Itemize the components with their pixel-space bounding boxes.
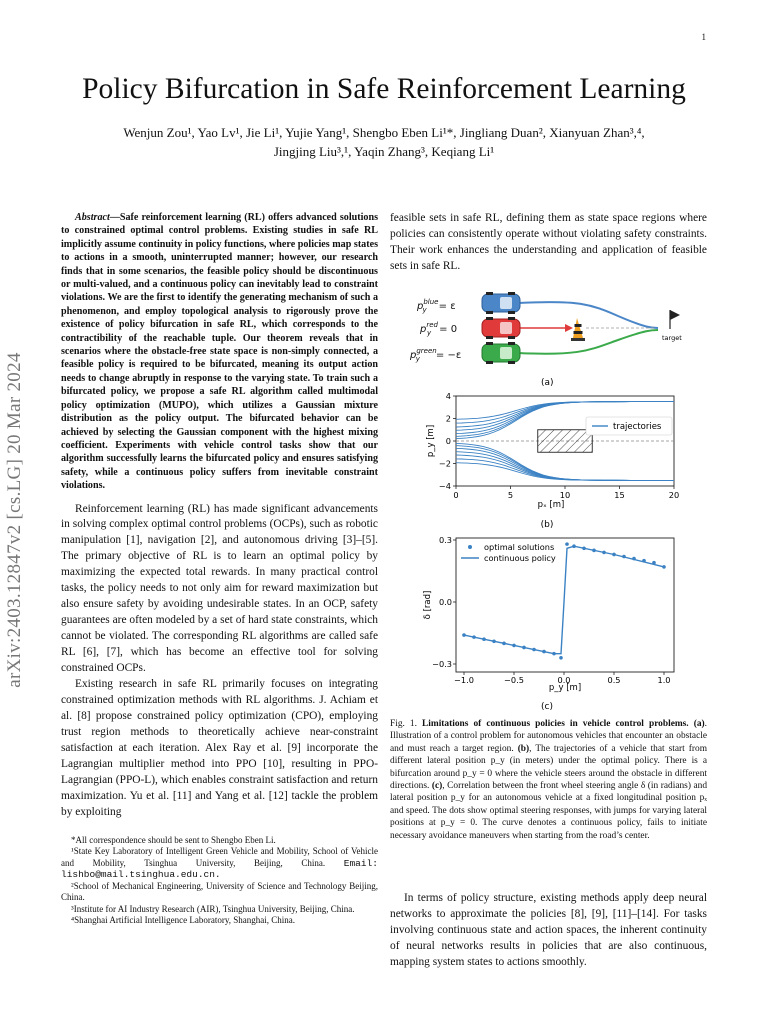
caption-a-text: . Illustration of a control problem for autonomous vehicles that encounter an obstacle and must reach a target region. [390, 719, 708, 754]
panel-b-xtick-label: 10 [559, 490, 571, 500]
trajectory-line [456, 455, 674, 480]
panel-a-label: (a) [541, 378, 554, 388]
legend-label-optimal: optimal solutions [484, 542, 555, 552]
legend-marker-optimal [468, 545, 472, 549]
caption-c-label: (c) [431, 781, 443, 792]
trajectory-line [456, 402, 674, 420]
optimal-solution-point [662, 565, 666, 569]
panel-b-ytick-label: −4 [438, 481, 451, 491]
target-label: target [662, 334, 682, 342]
footnote-1: ¹State Key Laboratory of Intelligent Green Vehicle and Mobility, School of Vehicle and Mobility, Tsinghua University, Beijing, China. Email: lishbo@mail.tsinghua.edu.cn. [61, 846, 378, 881]
page-number: 1 [701, 32, 706, 42]
panel-b-ytick-label: −2 [438, 458, 451, 469]
left-column [61, 211, 378, 927]
optimal-solution-point [642, 559, 646, 563]
panel-b-xtick-label: 20 [668, 490, 680, 500]
optimal-solution-point [552, 652, 556, 656]
target-flag-icon [670, 310, 680, 329]
footnote-correspondence: *All correspondence should be sent to Shengbo Eben Li. [71, 834, 276, 845]
panel-b-label: (b) [540, 520, 554, 530]
optimal-solution-point [582, 546, 586, 550]
optimal-solution-point [565, 542, 569, 546]
caption-a-label: (a) [693, 719, 705, 729]
caption-b-label: (b) [517, 743, 530, 754]
optimal-solution-point [482, 637, 486, 641]
figure-panel-b [390, 390, 707, 532]
panel-c-ytick-label: −0.3 [432, 659, 452, 669]
footnote-email: Email: lishbo@mail.tsinghua.edu.cn. [61, 857, 378, 881]
optimal-solution-point [522, 646, 526, 650]
trajectory-line [456, 452, 674, 481]
optimal-solution-point [652, 561, 656, 565]
panel-c-label: (c) [541, 702, 553, 712]
author-line-2: Jingjing Liu³,¹, Yaqin Zhang³, Keqiang Li¹ [273, 144, 495, 159]
abstract [61, 211, 378, 493]
footnote-3: ³Institute for AI Industry Research (AIR), Tsinghua University, Beijing, China. [71, 903, 355, 914]
traffic-cone-icon [571, 318, 585, 341]
panel-b-legend [586, 417, 672, 435]
optimal-solution-point [542, 650, 546, 654]
panel-b-ylabel: p_y [m] [426, 424, 436, 458]
label-py-green: $p^{green}$ y = −ε [410, 347, 462, 363]
abstract-lead: Abstract [75, 212, 110, 223]
panel-b-xtick-label: 15 [614, 490, 625, 500]
optimal-solution-point [572, 544, 576, 548]
right-paragraph-2: In terms of policy structure, existing methods apply deep neural networks to approximate the policies [8], [9], [11]–[14]. For tasks involving continuous state and action spaces, the inherent continuity of neural networks results in policies that are also continuous, mapping system states to actions smoothly. [390, 892, 707, 968]
footnotes [61, 835, 378, 927]
intro-paragraph-2: Existing research in safe RL primarily focuses on integrating constrained optimization methods with RL algorithms. J. Achiam et al. [8] propose constrained policy optimization (CPO), employing trust region methods to theoretically achieve near-constraint satisfaction at each iteration. Alex Ray et al. [9] incorporate the Lagrangian multiplier method into PPO [10], resulting in PPO-Lagrangian (PPO-L), which enables constraint satisfaction and return maximization. Yu et al. [11] and Yang et al. [12] tackle the problem by exploiting [61, 678, 378, 818]
caption-bold: Limitations of continuous policies in vehicle control problems. [422, 719, 689, 729]
abstract-text: —Safe reinforcement learning (RL) offers advanced solutions to constrained optimal control problems. Existing studies in safe RL implicitly assume continuity in policy functions, where policies map states to actions in a smooth, uninterrupted manner; however, our research finds that in some scenarios, the feasible policy should be discontinuous or multi-valued, and a continuous policy can inevitably lead to constraint violations. We are the first to identify the generating mechanism of such a phenomenon, and employ topological analysis to rigorously prove the existence of policy bifurcation in safe RL, which corresponds to the contractibility of the reachable tuple. Our theorem reveals that in scenarios where the obstacle-free state space is non-simply connected, a feasible policy is required to be bifurcated, meaning its output action needs to change abruptly in response to the varying state. To train such a bifurcated policy, we propose a safe RL algorithm called multimodal policy optimization (MUPO), which utilizes a Gaussian mixture distribution as the policy output. The bifurcated behavior can be achieved by selecting the Gaussian component with the highest mixing coefficient. Experiments with vehicle control tasks show that our algorithm successfully learns the bifurcated policy and ensures satisfying safety, while a continuous policy suffers from inevitable constraint violations. [61, 212, 378, 492]
panel-b-obstacle [538, 430, 593, 453]
optimal-solution-point [602, 551, 606, 555]
panel-c-ylabel: δ [rad] [423, 590, 433, 620]
right-paragraph-1: feasible sets in safe RL, defining them as state space regions where policies can consistently operate without violating safety constraints. Their work enhances the understanding and application of feasible sets in safe RL. [390, 212, 707, 272]
optimal-solution-point [559, 656, 563, 660]
figure-panel-a [390, 282, 707, 390]
blue-car [482, 292, 520, 314]
optimal-solution-point [532, 648, 536, 652]
arxiv-side-stamp: arXiv:2403.12847v2 [cs.LG] 20 Mar 2024 [4, 352, 25, 688]
optimal-solution-point [512, 644, 516, 648]
optimal-solution-point [502, 642, 506, 646]
green-car [482, 342, 520, 364]
panel-b-xtick-label: 0 [453, 490, 459, 500]
panel-b-xtick-label: 5 [507, 490, 514, 500]
caption-fig-label: Fig. 1. [390, 719, 417, 729]
red-arrow-head [565, 324, 573, 332]
right-column-top [390, 211, 707, 275]
panel-b-ytick-label: 4 [445, 391, 451, 401]
intro-paragraph-1: Reinforcement learning (RL) has made significant advancements in solving complex optimal control problems (OCPs), such as robotic manipulation [1], navigation [2], and autonomous driving [3]–[5]. The primary objective of RL is to learn an optimal policy by maximizing the expected total rewards. In many practical control tasks, the policy needs to not only aim for reward maximization but also ensure safety by avoiding undesirable states. In an OCP, safety guarantees are often modeled by a set of hard state constraints, which cannot be violated. The corresponding RL algorithms are called safe RL [6], [7], which has become an effective tool for solving constrained OCPs. [61, 502, 378, 675]
label-py-red: $p^{red}$ y = 0 [420, 321, 458, 337]
trajectory-line [456, 448, 674, 480]
trajectory-line [456, 459, 674, 481]
optimal-solution-point [622, 555, 626, 559]
optimal-solution-point [632, 557, 636, 561]
panel-c-xtick-label: −0.5 [504, 675, 524, 685]
legend-label-trajectories: trajectories [613, 422, 662, 432]
panel-b-ytick-label: 2 [445, 413, 451, 424]
legend-label-continuous: continuous policy [484, 553, 556, 563]
caption-c-text: , Correlation between the front wheel steering angle δ (in radians) and lateral position p_y for an autonomous vehicle at a fixed longitudinal position pₓ and speed. The dots show optimal steering responses, with jumps for varying lateral positions at p_y = 0. The curve denotes a continuous policy, fails to initiate necessary avoidance maneuvers when starting from the road’s center. [390, 781, 708, 841]
caption-b-text: , The trajectories of a vehicle that start from different lateral position p_y (in meters) under the optimal policy. There is a bifurcation around p_y = 0 where the vehicle steers around the obstacle in different directions. [390, 743, 707, 792]
paper-title: Policy Bifurcation in Safe Reinforcement Learning [82, 73, 686, 105]
panel-b-xlabel: pₓ [m] [537, 500, 565, 510]
panel-c-xtick-label: 1.0 [657, 675, 671, 685]
author-line-1: Wenjun Zou¹, Yao Lv¹, Jie Li¹, Yujie Yang¹, Shengbo Eben Li¹*, Jingliang Duan², Xianyuan Zhan³,⁴, [123, 125, 645, 140]
optimal-solution-point [472, 635, 476, 639]
blue-trajectory [518, 302, 658, 328]
label-py-blue: $p^{blue}$ y = ε [417, 298, 456, 314]
optimal-solution-point [592, 549, 596, 553]
figure-panel-c [390, 532, 707, 712]
green-trajectory [518, 330, 658, 354]
panel-c-xtick-label: 0.5 [607, 675, 621, 685]
optimal-solution-point [612, 553, 616, 557]
trajectory-line [456, 463, 674, 481]
panel-c-xlabel: p_y [m] [548, 683, 582, 693]
panel-c-xtick-label: 0.0 [557, 675, 571, 685]
footnote-4: ⁴Shanghai Artificial Intelligence Laboratory, Shanghai, China. [71, 915, 295, 926]
panel-c-ytick-label: 0.3 [438, 535, 452, 545]
figure-caption [390, 718, 707, 842]
optimal-solution-point [462, 633, 466, 637]
optimal-solution-point [492, 639, 496, 643]
footnote-2: ²School of Mechanical Engineering, University of Science and Technology Beijing, China. [61, 880, 378, 903]
panel-c-ytick-label: 0.0 [438, 597, 452, 607]
red-car [482, 317, 520, 339]
author-list [60, 123, 708, 161]
panel-b-ytick-label: 0 [445, 436, 451, 446]
right-column-bottom [390, 891, 707, 971]
panel-c-xtick-label: −1.0 [454, 675, 474, 685]
panel-c-legend [461, 542, 556, 563]
